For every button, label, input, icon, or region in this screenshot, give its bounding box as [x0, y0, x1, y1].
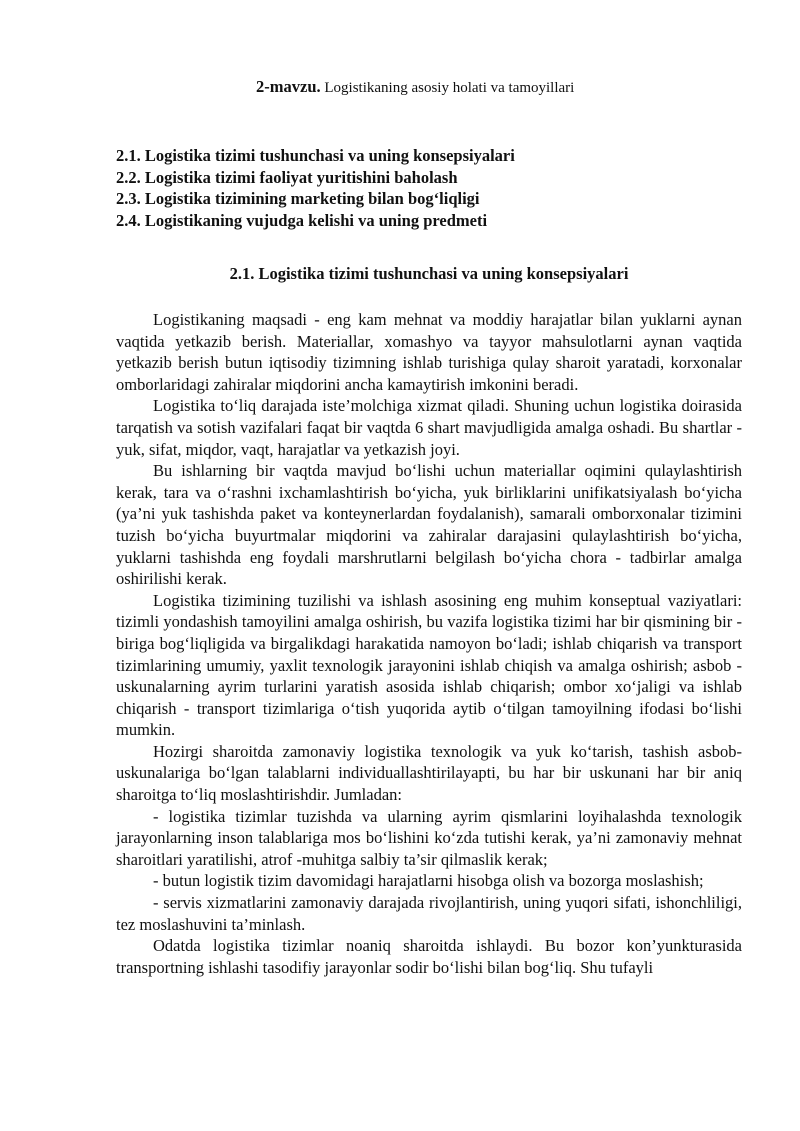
- list-item: - servis xizmatlarini zamonaviy darajada rivojlantirish, uning yuqori sifati, ishonchliligi, tez moslashuvini ta’minlash.: [116, 893, 742, 934]
- topic-number: 2-mavzu.: [256, 77, 321, 96]
- list-item: - butun logistik tizim davomidagi harajatlarni hisobga olish va bozorga moslashish;: [153, 871, 704, 891]
- topic-header: [256, 77, 574, 97]
- toc-item: 2.3. Logistika tizimining marketing bilan bog‘liqligi: [116, 189, 480, 208]
- toc-item: 2.2. Logistika tizimi faoliyat yuritishini baholash: [116, 167, 458, 187]
- paragraph: Odatda logistika tizimlar noaniq sharoitda ishlaydi. Bu bozor kon’yunkturasida transportning ishlashi tasodifiy jarayonlar sodir bo‘lishi bilan bog‘liq. Shu tufayli: [116, 936, 742, 977]
- list-item: - logistika tizimlar tuzishda va ularning ayrim qismlarini loyihalashda texnologik jarayonlarning inson talablariga mos bo‘lishini ko‘zda tutishi kerak, ya’ni zamonaviy mehnat sharoitlari yaratilishi, atrof -muhitga salbiy ta’sir qilmaslik kerak;: [116, 806, 742, 869]
- topic-title: Logistikaning asosiy holati va tamoyillari: [324, 80, 575, 96]
- paragraph: Logistikaning maqsadi - eng kam mehnat va moddiy harajatlar bilan yuklarni aynan vaqtida yetkazib berish. Materiallar, xomashyo va tayyor mahsulotlarni aynan vaqtida yetkazib berish butun iqtisodiy tizimning ishlab turishiga qulay sharoit yaratadi, korxonalar omborlaridagi zahiralar miqdorini ancha kamaytirish imkonini beradi.: [116, 310, 742, 394]
- paragraph: Logistika to‘liq darajada iste’molchiga xizmat qiladi. Shuning uchun logistika doirasida tarqatish va sotish vazifalari faqat bir vaqtda 6 shart mavjudligida amalga oshadi. Bu shartlar - yuk, sifat, miqdor, vaqt, harajatlar va yetkazish joyi.: [116, 396, 742, 459]
- body-text: [116, 309, 742, 978]
- paragraph: Logistika tizimining tuzilishi va ishlash asosining eng muhim konseptual vaziyatlari: tizimli yondashish tamoyilini amalga oshirish, bu vazifa logistika tizimi har bir qismining bir - biriga bog‘liqligida va birgalikdagi harakatida namoyon bo‘ladi; ishlab chiqarish va transport tizimlarining umumiy, yaxlit texnologik jarayonini ishlab chiqish va amalga oshirish; asbob - uskunalarning ayrim turlarini yaratish asosida ishlab chiqarish; ombor xo‘jaligi va ishlab chiqarish - transport tizimlariga o‘tish yuqorida aytib o‘tilgan tamoyilning ifodasi bo‘lishi mumkin.: [116, 590, 742, 740]
- table-of-contents: [116, 145, 742, 231]
- paragraph: Bu ishlarning bir vaqtda mavjud bo‘lishi uchun materiallar oqimini qulaylashtirish kerak, tara va o‘rashni ixchamlashtirish bo‘yicha, yuk birliklarini unifikatsiyalash bo‘yicha (ya’ni yuk tashishda paket va konteynerlardan foydalanish), samarali omborxonalar tizimini tuzish bo‘yicha buyurtmalar miqdorini va zahiralar darajasini qulaylashtirish bo‘yicha, yuklarni tashishda eng foydali marshrutlarni belgilash bo‘yicha chora - tadbirlar amalga oshirilishi kerak.: [116, 461, 742, 589]
- paragraph: Hozirgi sharoitda zamonaviy logistika texnologik va yuk ko‘tarish, tashish asbob-uskunalariga bo‘lgan talablarni individuallashtirilayapti, bu har bir uskunani har bir aniq sharoitga to‘liq moslashtirishdir. Jumladan:: [116, 741, 742, 805]
- section-heading: 2.1. Logistika tizimi tushunchasi va uning konsepsiyalari: [229, 264, 629, 283]
- toc-item: 2.4. Logistikaning vujudga kelishi va uning predmeti: [116, 210, 488, 230]
- toc-item: 2.1. Logistika tizimi tushunchasi va uning konsepsiyalari: [116, 146, 515, 165]
